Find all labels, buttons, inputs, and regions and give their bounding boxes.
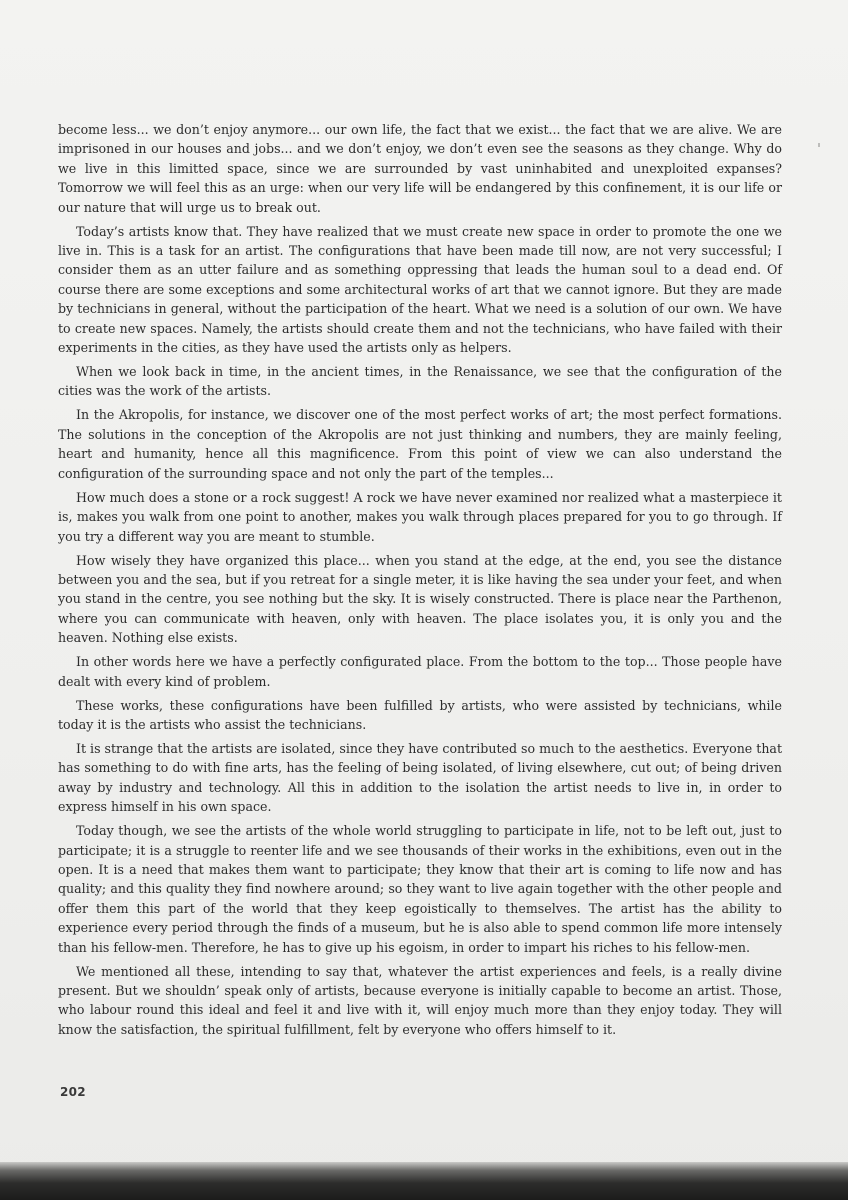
paragraph: How wisely they have organized this place... when you stand at the edge, at the end, you see the distance between you and the sea, but if you retreat for a single meter, it is like having the sea under your feet, and when you stand in the centre, you see nothing but the sky. It is wisely constructed. There is place near the Parthenon, where you can communicate with heaven, only with heaven. The place isolates you, it is only you and the heaven. Nothing else exists. — [58, 552, 782, 646]
page-number: 202 — [60, 1085, 86, 1099]
paragraph: In the Akropolis, for instance, we discover one of the most perfect works of art; the most perfect formations. The solutions in the conception of the Akropolis are not just thinking and numbers, they are mainly feeling, heart and humanity, hence all this magnificence. From this point of view we can also understand the configuration of the surrounding space and not only the part of the temples... — [58, 407, 782, 481]
paragraph: How much does a stone or a rock suggest! A rock we have never examined nor realized what a masterpiece it is, makes you walk from one point to another, makes you walk through places prepared for you to go through. If you try a different way you are meant to stumble. — [58, 489, 782, 544]
paragraph: These works, these configurations have been fulfilled by artists, who were assisted by technicians, while today it is the artists who assist the technicians. — [58, 697, 782, 732]
scanner-shadow — [0, 1162, 848, 1200]
paragraph: We mentioned all these, intending to say that, whatever the artist experiences and feels, is a really divine present. But we shouldn’ speak only of artists, because everyone is initially capable to become an artist. Those, who labour round this ideal and feel it and live with it, will enjoy much more than they enjoy today. They will know the satisfaction, the spiritual fulfillment, felt by everyone who offers himself to it. — [58, 963, 782, 1037]
paragraph: Today’s artists know that. They have realized that we must create new space in order to promote the one we live in. This is a task for an artist. The configurations that have been made till now, are not very successful; I consider them as an utter failure and as something oppressing that leads the human soul to a dead end. Of course there are some exceptions and some architectural works of art that we cannot ignore. But they are made by technicians in general, without the participation of the heart. What we need is a solution of our own. We have to create new spaces. Namely, the artists should create them and not the technicians, who have failed with their experiments in the cities, as they have used the artists only as helpers. — [58, 223, 782, 356]
edge-speck — [818, 143, 820, 147]
paragraph: It is strange that the artists are isolated, since they have contributed so much to the aesthetics. Everyone that has something to do with fine arts, has the feeling of being isolated, of living elsewhere, cut out; of being driven away by industry and technology. All this in addition to the isolation the artist needs to live in, in order to express himself in his own space. — [58, 740, 783, 815]
body-text — [58, 120, 782, 1044]
paragraph: become less... we don’t enjoy anymore... our own life, the fact that we exist... the fact that we are alive. We are imprisoned in our houses and jobs... and we don’t enjoy, we don’t even see the seasons as they change. Why do we live in this limitted space, since we are surrounded by vast uninhabited and unexploited expanses? Tomorrow we will feel this as an urge: when our very life will be endangered by this confinement, it is our life or our nature that will urge us to break out. — [58, 122, 782, 215]
paragraph: In other words here we have a perfectly configurated place. From the bottom to the top... Those people have dealt with every kind of problem. — [58, 654, 782, 689]
paragraph: Today though, we see the artists of the whole world struggling to participate in life, not to be left out, just to participate; it is a struggle to reenter life and we see thousands of their works in the exhibitions, even out in the open. It is a need that makes them want to participate; they know that their art is coming to life now and has quality; and this quality they find nowhere around; so they want to live again together with the other people and offer them this part of the world that they keep egoistically to themselves. The artist has the ability to experience every period through the finds of a museum, but he is also able to spend common life more intensely than his fellow-men. Therefore, he has to give up his egoism, in order to impart his riches to his fellow-men. — [58, 823, 782, 955]
paragraph: When we look back in time, in the ancient times, in the Renaissance, we see that the configuration of the cities was the work of the artists. — [58, 364, 782, 399]
